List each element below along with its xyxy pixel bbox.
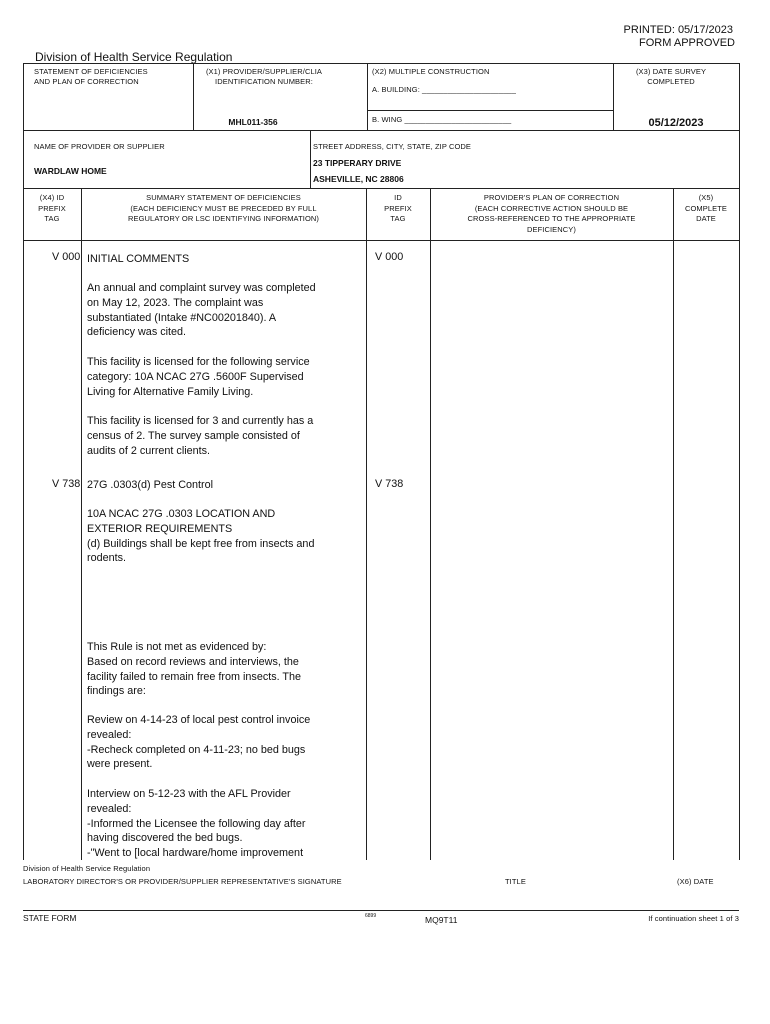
- plan-header: PROVIDER'S PLAN OF CORRECTION (EACH CORRECTIVE ACTION SHOULD BE CROSS-REFERENCED TO THE APPROPRIATE DEFICIENCY): [467, 193, 636, 234]
- form-code: 6899: [365, 913, 377, 919]
- x3-label: (X3) DATE SURVEY COMPLETED: [635, 67, 707, 86]
- address-label: STREET ADDRESS, CITY, STATE, ZIP CODE: [313, 142, 472, 151]
- entry-paragraph: Interview on 5-12-23 with the AFL Provider revealed: -Informed the Licensee the following day after having discovered the bed bugs. -"Went to [local hardware/home improvement: [87, 788, 306, 860]
- x2-label: (X2) MULTIPLE CONSTRUCTION: [372, 67, 490, 76]
- printed-date: PRINTED: 05/17/2023: [623, 24, 733, 36]
- building-label: A. BUILDING: ______________________: [372, 85, 517, 94]
- address-line-2: ASHEVILLE, NC 28806: [313, 174, 404, 184]
- entry-paragraph: This facility is licensed for 3 and currently has a census of 2. The survey sample consisted of audits of 2 current clients.: [87, 415, 314, 457]
- entry-tag: V 738: [52, 478, 81, 490]
- entry-paragraph: An annual and complaint survey was completed on May 12, 2023. The complaint was substantiated (Intake #NC00201840). A deficiency was cited.: [87, 282, 316, 339]
- form-approved: FORM APPROVED: [639, 37, 735, 49]
- footer-division: Division of Health Service Regulation: [23, 864, 151, 873]
- id-prefix-header: ID PREFIX TAG: [384, 193, 412, 223]
- provider-id-number: MHL011-356: [228, 117, 278, 127]
- wing-label: B. WING _________________________: [372, 115, 512, 124]
- survey-completed-date: 05/12/2023: [648, 117, 704, 129]
- x5-header: (X5) COMPLETE DATE: [684, 193, 728, 223]
- entry-title: INITIAL COMMENTS: [87, 253, 190, 265]
- continuation-sheet: If continuation sheet 1 of 3: [648, 914, 739, 923]
- signature-label: LABORATORY DIRECTOR'S OR PROVIDER/SUPPLIER REPRESENTATIVE'S SIGNATURE: [23, 877, 342, 886]
- entry-tag: V 000: [52, 251, 81, 263]
- division-title: Division of Health Service Regulation: [35, 50, 233, 64]
- x6-date-label: (X6) DATE: [677, 877, 714, 886]
- entry-paragraph: Review on 4-14-23 of local pest control invoice revealed: -Recheck completed on 4-11-23; no bed bugs were present.: [87, 714, 311, 771]
- x4-header: (X4) ID PREFIX TAG: [38, 193, 66, 223]
- title-label: TITLE: [505, 877, 526, 886]
- entry-title: 27G .0303(d) Pest Control: [87, 479, 214, 491]
- event-id: MQ9T11: [425, 915, 458, 925]
- entry-paragraph: This facility is licensed for the following service category: 10A NCAC 27G .5600F Supervised Living for Alternative Family Living.: [87, 356, 310, 398]
- entry-paragraph: 10A NCAC 27G .0303 LOCATION AND EXTERIOR REQUIREMENTS (d) Buildings shall be kept free from insects and rodents.: [87, 508, 315, 565]
- x1-label: (X1) PROVIDER/SUPPLIER/CLIA IDENTIFICATION NUMBER:: [205, 67, 323, 86]
- entry-id-tag: V 000: [375, 251, 404, 263]
- statement-label: STATEMENT OF DEFICIENCIES AND PLAN OF CORRECTION: [34, 67, 148, 86]
- summary-header: SUMMARY STATEMENT OF DEFICIENCIES (EACH DEFICIENCY MUST BE PRECEDED BY FULL REGULATORY OR LSC IDENTIFYING INFORMATION): [127, 193, 320, 223]
- provider-name-label: NAME OF PROVIDER OR SUPPLIER: [34, 142, 165, 151]
- address-line-1: 23 TIPPERARY DRIVE: [313, 158, 402, 168]
- state-form-label: STATE FORM: [23, 913, 77, 923]
- entry-paragraph: This Rule is not met as evidenced by: Based on record reviews and interviews, the facility failed to remain free from insects. The findings are:: [87, 641, 302, 698]
- entry-id-tag: V 738: [375, 478, 404, 490]
- provider-name: WARDLAW HOME: [34, 166, 107, 176]
